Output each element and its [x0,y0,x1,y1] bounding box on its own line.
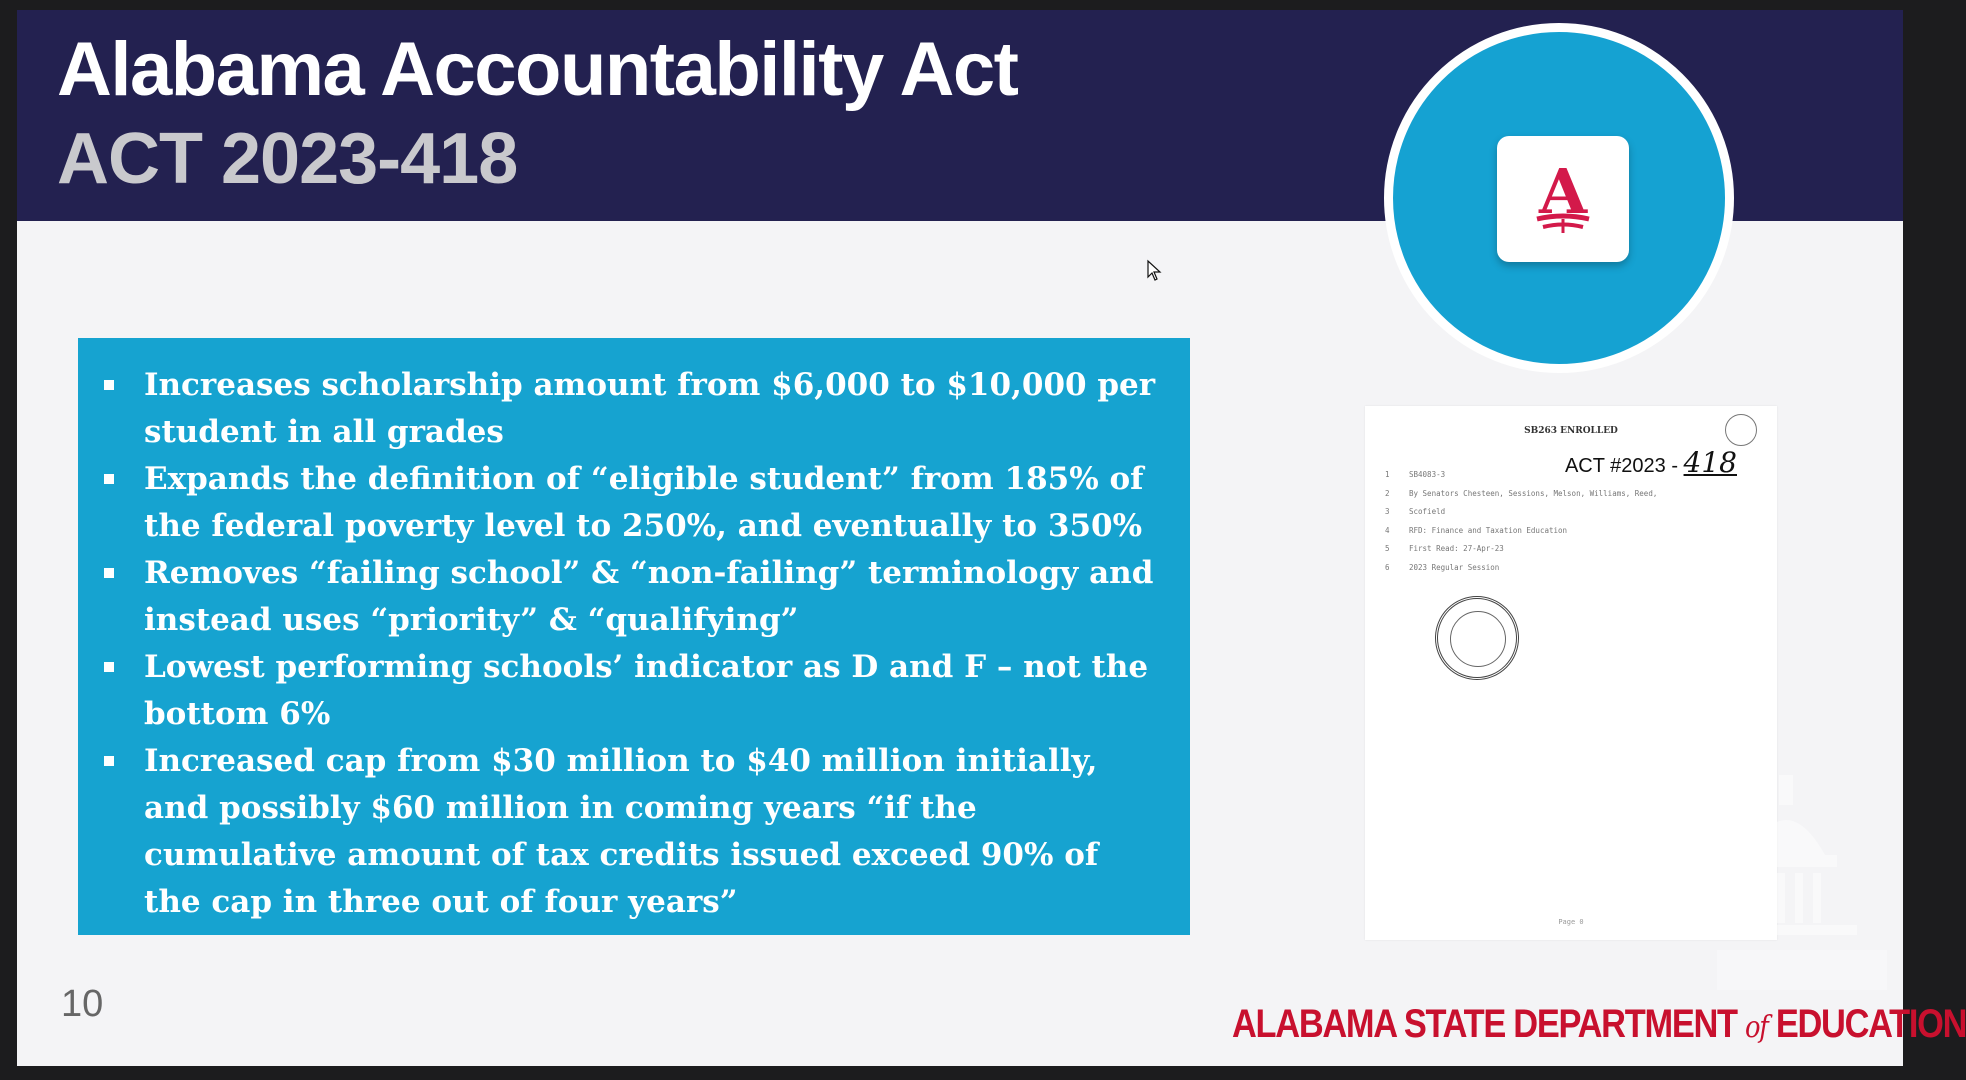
org-name-of: of [1745,1010,1768,1045]
capitol-watermark-icon [1707,755,1897,995]
org-name-part1: ALABAMA STATE DEPARTMENT [1232,1002,1737,1046]
doc-line: 4 RFD: Finance and Taxation Education [1385,525,1568,535]
doc-line: 6 2023 Regular Session [1385,562,1500,572]
alsde-logo [1232,1002,1966,1047]
org-name-part2: EDUCATION [1775,1002,1966,1046]
logo-letter: A [1538,155,1588,228]
bullet-text: Expands the definition of “eligible student” from 185% of the federal poverty level to 250%, and eventually to 350% [144,461,1144,544]
square-bullet-icon [104,662,114,672]
doc-line: 5 First Read: 27-Apr-23 [1385,544,1504,553]
doc-header: SB263 ENROLLED [1524,426,1618,436]
received-stamp-icon [1435,596,1519,680]
list-item [104,550,1160,644]
doc-line: 3 Scofield [1385,507,1446,516]
doc-lines [1385,466,1657,577]
bullet-list [104,362,1160,926]
alabama-a-icon [1497,136,1629,262]
list-item [104,738,1160,926]
list-item [104,456,1160,550]
bullet-text: Removes “failing school” & “non-failing” terminology and instead uses “priority” & “qualifying” [144,555,1154,638]
mouse-pointer-icon [1147,260,1163,282]
square-bullet-icon [104,568,114,578]
bullet-text: Increases scholarship amount from $6,000 to $10,000 per student in all grades [144,367,1156,450]
slide [17,10,1966,1066]
slide-title: Alabama Accountability Act [57,27,1018,112]
bullet-text: Lowest performing schools’ indicator as D and F – not the bottom 6% [144,649,1149,732]
square-bullet-icon [104,756,114,766]
doc-line: 1 SB4083-3 [1385,470,1446,479]
list-item [104,362,1160,456]
square-bullet-icon [104,380,114,390]
page-number: 10 [61,983,104,1025]
doc-line: 2 By Senators Chesteen, Sessions, Melson, Williams, Reed, [1385,488,1658,498]
logo-circle [1384,23,1734,373]
doc-act-handwritten: 418 [1683,446,1737,479]
bullet-box [78,338,1190,935]
bullet-text: Increased cap from $30 million to $40 million initially, and possibly $60 million in coming years “if the cumulative amount of tax credits issued exceed 90% of the cap in three out of four years” [144,743,1099,920]
doc-act-label: ACT #2023 - [1564,455,1678,477]
list-item [104,644,1160,738]
doc-page-label: Page 0 [1558,918,1584,926]
slide-subtitle: ACT 2023-418 [57,119,518,199]
square-bullet-icon [104,474,114,484]
